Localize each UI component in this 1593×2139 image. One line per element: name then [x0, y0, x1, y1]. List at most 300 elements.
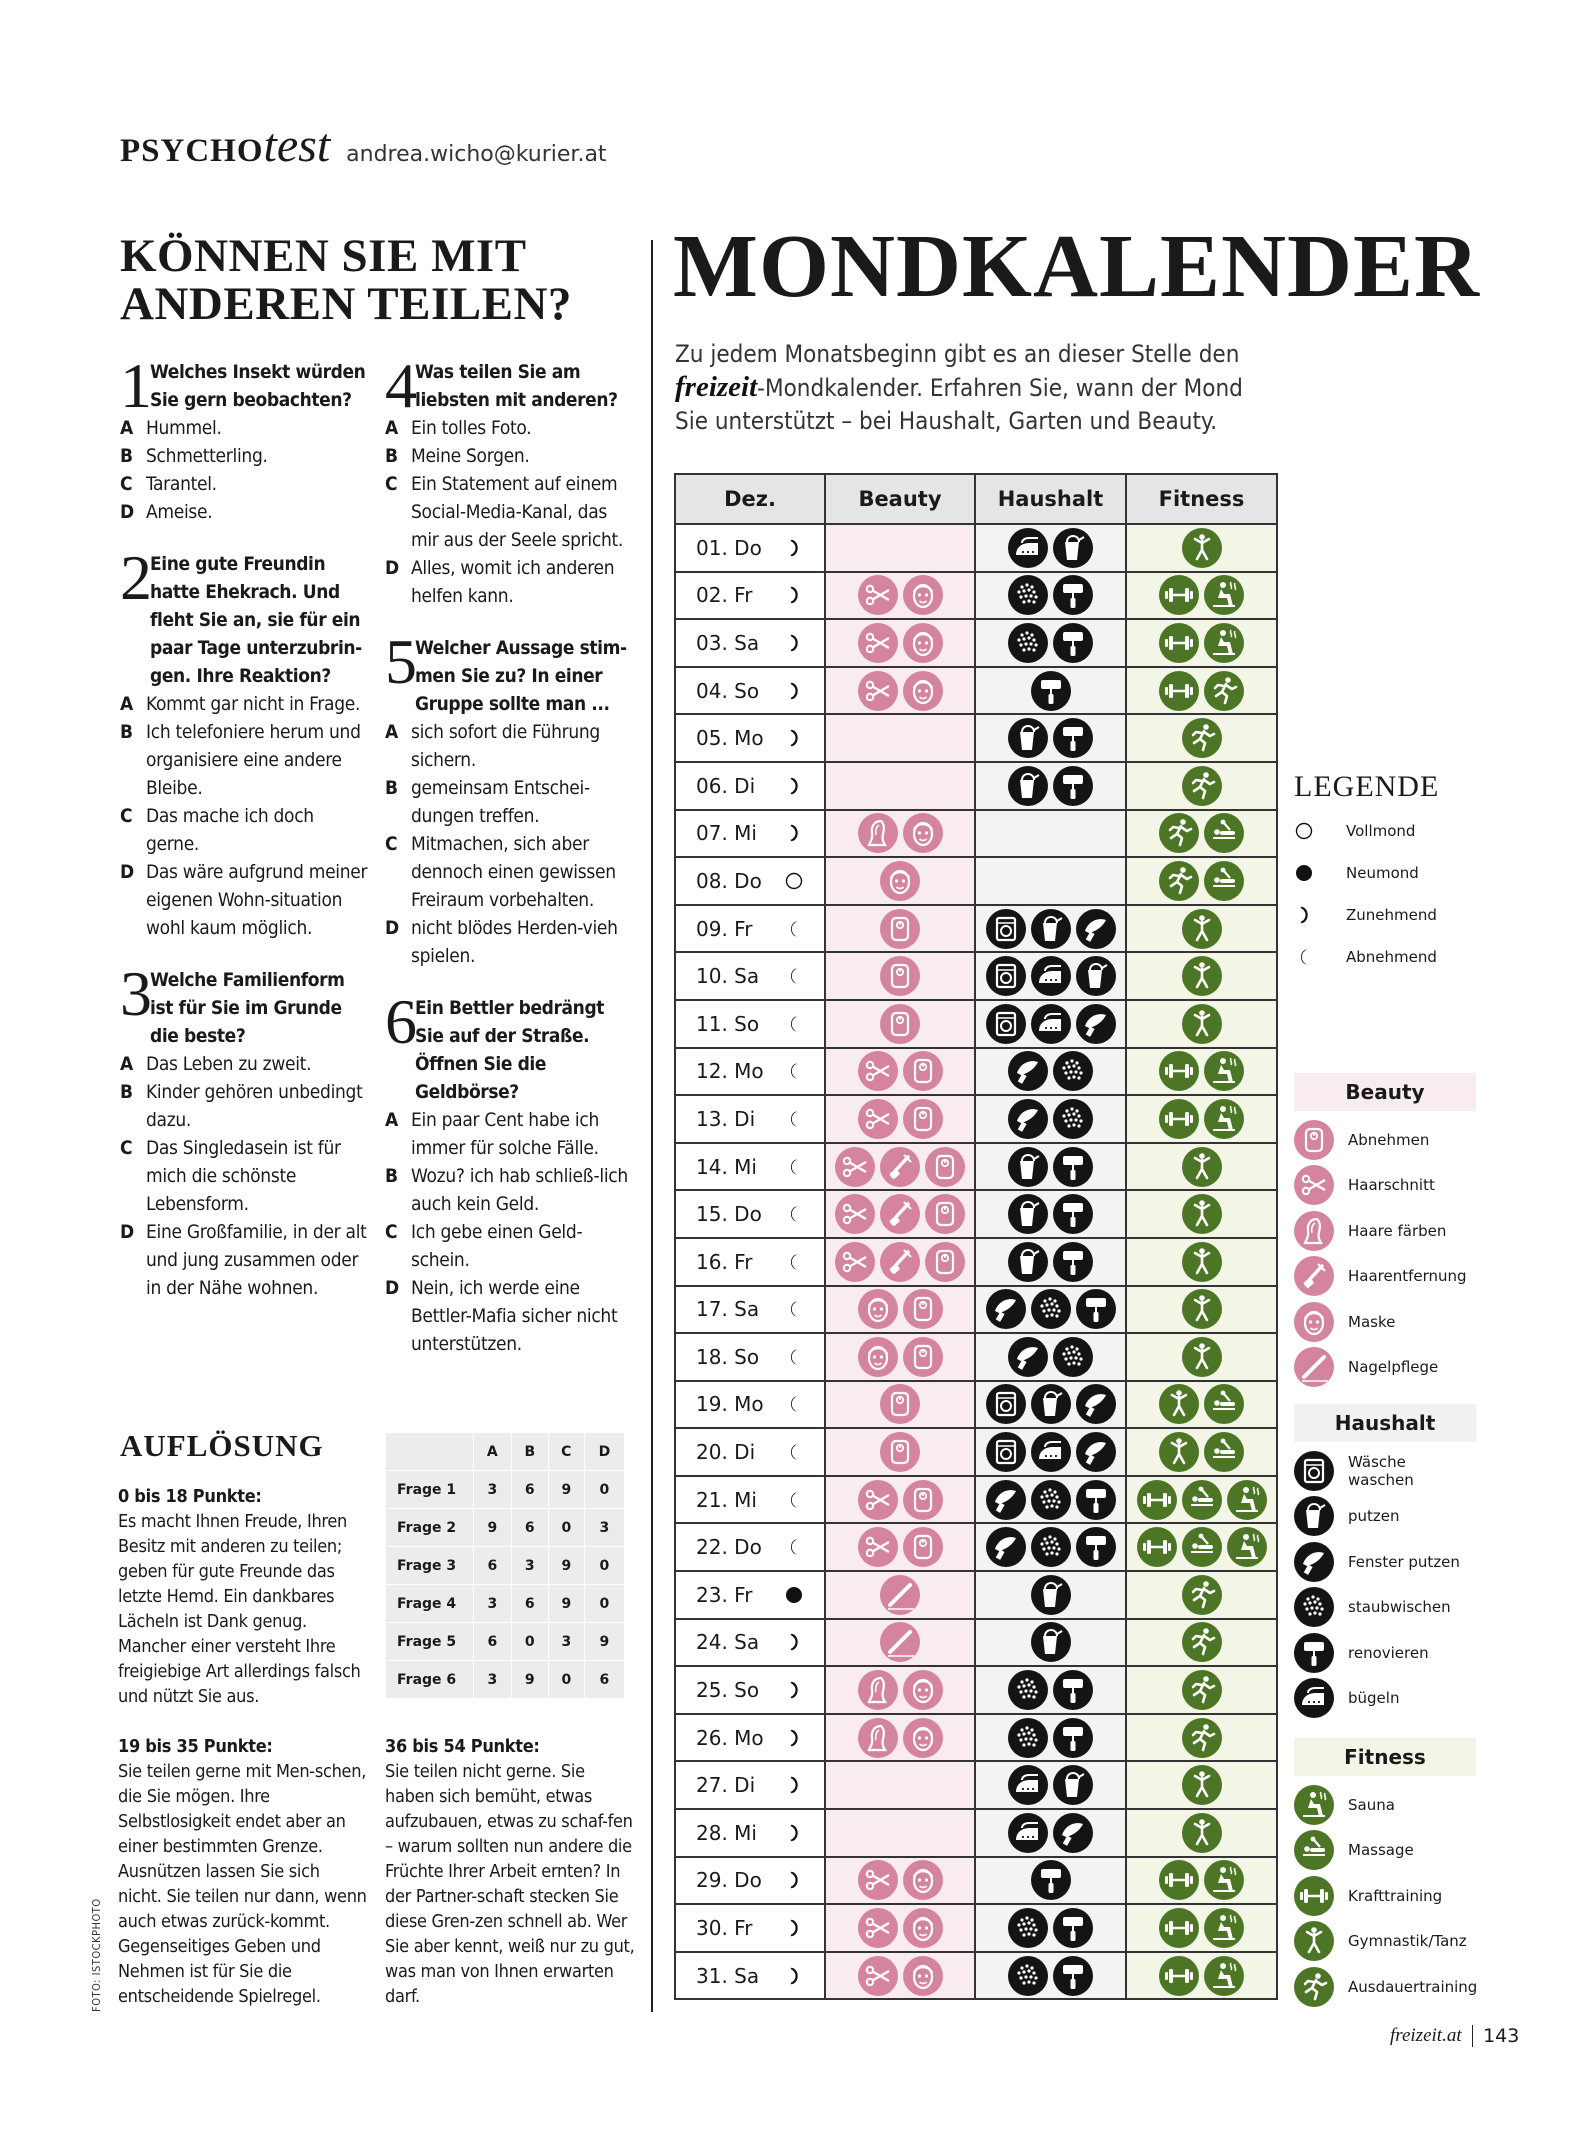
answer-option[interactable]	[385, 470, 635, 554]
answer-letter: D	[385, 917, 399, 939]
answer-text: Tarantel.	[146, 473, 217, 495]
score-value: 0	[584, 1585, 624, 1623]
calendar-haushalt-cell	[975, 1619, 1126, 1667]
score-row	[386, 1661, 625, 1699]
waesche-icon	[986, 1432, 1026, 1472]
answer-text: Kinder gehören unbedingt dazu.	[146, 1081, 363, 1131]
answer-option[interactable]	[120, 498, 370, 526]
gymnastik-icon	[1182, 1242, 1222, 1282]
fitness-icon-group	[1127, 1480, 1276, 1520]
calendar-haushalt-cell	[975, 1952, 1126, 2000]
calendar-haushalt-cell	[975, 905, 1126, 953]
sauna-icon	[1294, 1785, 1334, 1825]
haushalt-icon-group	[976, 1051, 1125, 1091]
nagelpflege-icon	[880, 1575, 920, 1615]
maske-icon	[903, 1860, 943, 1900]
legend-item-label: Nagelpflege	[1348, 1358, 1439, 1377]
calendar-column-header: Fitness	[1126, 474, 1277, 524]
footer-brand[interactable]: freizeit.at	[1390, 2025, 1462, 2046]
fenster-icon	[1076, 909, 1116, 949]
legend-group-title: Haushalt	[1294, 1404, 1476, 1442]
calendar-day-cell	[675, 667, 825, 715]
calendar-fitness-cell	[1126, 1000, 1277, 1048]
maske-icon	[903, 813, 943, 853]
answer-text: Mitmachen, sich aber dennoch einen gewissen Freiraum vorbehalten.	[411, 833, 616, 911]
answer-text: Hummel.	[146, 417, 222, 439]
nagelpflege-icon	[1294, 1347, 1334, 1387]
author-email[interactable]: andrea.wicho@kurier.at	[346, 142, 607, 167]
calendar-haushalt-cell	[975, 1666, 1126, 1714]
staubwischen-icon	[1053, 1099, 1093, 1139]
calendar-fitness-cell	[1126, 524, 1277, 572]
calendar-haushalt-cell	[975, 1523, 1126, 1571]
haushalt-icon-group	[976, 1384, 1125, 1424]
staubwischen-icon	[1008, 575, 1048, 615]
haushalt-icon-group	[976, 1147, 1125, 1187]
legend-item-label: Massage	[1348, 1841, 1414, 1860]
calendar-day-cell	[675, 1095, 825, 1143]
calendar-row	[675, 1048, 1277, 1096]
legend-item-label: Haarschnitt	[1348, 1176, 1435, 1195]
result-block	[118, 1484, 368, 1709]
beauty-icon-group	[826, 1575, 974, 1615]
abnehmend-moon-icon	[784, 1204, 804, 1224]
fitness-icon-group	[1127, 1956, 1276, 1996]
zunehmend-moon-icon	[784, 1680, 804, 1700]
score-value: 0	[511, 1623, 548, 1661]
score-table-corner	[386, 1433, 474, 1471]
krafttraining-icon	[1159, 1051, 1199, 1091]
fitness-icon-group	[1127, 1860, 1276, 1900]
putzen-icon	[1008, 766, 1048, 806]
calendar-row	[675, 1381, 1277, 1429]
haushalt-icon-group	[976, 956, 1125, 996]
calendar-fitness-cell	[1126, 714, 1277, 762]
day-label: 10. Sa	[696, 964, 760, 989]
score-value: 3	[474, 1585, 512, 1623]
score-value: 9	[474, 1509, 512, 1547]
calendar-fitness-cell	[1126, 857, 1277, 905]
calendar-day-cell	[675, 1952, 825, 2000]
legend-item-label: Wäsche waschen	[1348, 1452, 1414, 1489]
answer-option[interactable]	[120, 1078, 370, 1134]
legend-moon-item	[1294, 936, 1474, 978]
gymnastik-icon	[1159, 1432, 1199, 1472]
calendar-day-cell	[675, 1428, 825, 1476]
renovieren-icon	[1076, 1527, 1116, 1567]
haare-faerben-icon	[858, 1718, 898, 1758]
score-value: 0	[584, 1547, 624, 1585]
legend-moon-symbol	[1294, 947, 1346, 967]
score-value: 3	[548, 1623, 584, 1661]
renovieren-icon	[1053, 623, 1093, 663]
massage-icon	[1204, 1384, 1244, 1424]
renovieren-icon	[1053, 1194, 1093, 1234]
calendar-haushalt-cell	[975, 1428, 1126, 1476]
page-footer	[1390, 2025, 1519, 2047]
calendar-haushalt-cell	[975, 1904, 1126, 1952]
renovieren-icon	[1053, 718, 1093, 758]
day-label: 15. Do	[696, 1202, 762, 1227]
renovieren-icon	[1053, 1242, 1093, 1282]
calendar-haushalt-cell	[975, 1809, 1126, 1857]
footer-separator	[1472, 2025, 1474, 2047]
calendar-beauty-cell	[825, 1428, 975, 1476]
abnehmend-moon-icon	[784, 1252, 804, 1272]
putzen-icon	[1076, 956, 1116, 996]
quiz-title: KÖNNEN SIE MIT ANDEREN TEILEN?	[120, 230, 572, 330]
score-row	[386, 1585, 625, 1623]
question-text: Welches Insekt würden Sie gern beobachten?	[150, 361, 366, 411]
calendar-row	[675, 1000, 1277, 1048]
calendar-fitness-cell	[1126, 1571, 1277, 1619]
calendar-beauty-cell	[825, 1523, 975, 1571]
question-number: 1	[120, 350, 152, 421]
result-range: 36 bis 54 Punkte:	[385, 1736, 540, 1757]
waesche-icon	[986, 1384, 1026, 1424]
calendar-row	[675, 1286, 1277, 1334]
fitness-icon-group	[1127, 1813, 1276, 1853]
fitness-icon-group	[1127, 861, 1276, 901]
quiz-question	[120, 350, 370, 526]
answer-text: Ein Statement auf einem Social-Media-Kanal, das mir aus der Seele spricht.	[411, 473, 624, 551]
fitness-icon-group	[1127, 575, 1276, 615]
krafttraining-icon	[1294, 1876, 1334, 1916]
score-column-header: B	[511, 1433, 548, 1471]
abnehmen-icon	[903, 1527, 943, 1567]
answer-option[interactable]	[385, 1162, 635, 1218]
zunehmend-moon-icon	[784, 728, 804, 748]
question-number: 4	[385, 350, 417, 421]
moon-calendar-table	[674, 473, 1278, 2000]
legend-item	[1294, 1254, 1476, 1300]
renovieren-icon	[1076, 1289, 1116, 1329]
calendar-beauty-cell	[825, 857, 975, 905]
question-head	[120, 542, 370, 690]
score-value: 3	[511, 1547, 548, 1585]
haushalt-icon-group	[976, 1480, 1125, 1520]
calendar-row	[675, 1523, 1277, 1571]
zunehmend-moon-icon	[784, 1918, 804, 1938]
fitness-icon-group	[1127, 1384, 1276, 1424]
zunehmend-moon-icon	[784, 1728, 804, 1748]
putzen-icon	[1008, 1242, 1048, 1282]
buegeln-icon	[1008, 1813, 1048, 1853]
calendar-beauty-cell	[825, 1238, 975, 1286]
aufloesung-title	[120, 1428, 324, 1464]
calendar-haushalt-cell	[975, 1857, 1126, 1905]
answer-text: Das mache ich doch gerne.	[146, 805, 314, 855]
score-value: 9	[584, 1623, 624, 1661]
abnehmend-moon-icon	[784, 966, 804, 986]
calendar-haushalt-cell	[975, 810, 1126, 858]
answer-text: Nein, ich werde eine Bettler-Mafia sicher nicht unterstützen.	[411, 1277, 618, 1355]
calendar-fitness-cell	[1126, 1904, 1277, 1952]
answer-option[interactable]	[385, 442, 635, 470]
calendar-beauty-cell	[825, 1666, 975, 1714]
answer-option[interactable]	[120, 1218, 370, 1302]
answer-option[interactable]	[385, 830, 635, 914]
question-number: 6	[385, 986, 417, 1057]
abnehmen-icon	[880, 1384, 920, 1424]
haarschnitt-icon	[858, 623, 898, 663]
calendar-row	[675, 572, 1277, 620]
fitness-icon-group	[1127, 1575, 1276, 1615]
answer-option[interactable]	[385, 1106, 635, 1162]
gymnastik-icon	[1182, 1004, 1222, 1044]
calendar-row	[675, 524, 1277, 572]
calendar-haushalt-cell	[975, 714, 1126, 762]
fenster-icon	[1008, 1337, 1048, 1377]
haarschnitt-icon	[858, 1051, 898, 1091]
legend-item	[1294, 1345, 1476, 1391]
quiz-column-right	[385, 350, 635, 1382]
haarschnitt-icon	[858, 1099, 898, 1139]
score-value: 3	[584, 1509, 624, 1547]
legend-group-fitness	[1294, 1738, 1476, 2010]
haarentfernung-icon	[880, 1194, 920, 1234]
neumond-moon-icon	[784, 1585, 804, 1605]
abnehmend-moon-icon	[784, 1061, 804, 1081]
calendar-row	[675, 905, 1277, 953]
buegeln-icon	[1294, 1678, 1334, 1718]
answer-option[interactable]	[385, 414, 635, 442]
calendar-row	[675, 1857, 1277, 1905]
answer-option[interactable]	[120, 690, 370, 718]
calendar-fitness-cell	[1126, 1666, 1277, 1714]
calendar-haushalt-cell	[975, 572, 1126, 620]
answer-option[interactable]	[385, 554, 635, 610]
answer-text: Kommt gar nicht in Frage.	[146, 693, 361, 715]
quiz-question	[120, 542, 370, 942]
score-column-header: A	[474, 1433, 512, 1471]
krafttraining-icon	[1159, 623, 1199, 663]
beauty-icon-group	[826, 813, 974, 853]
legend-item-label: Haare färben	[1348, 1221, 1447, 1240]
sauna-icon	[1204, 1956, 1244, 1996]
abnehmend-moon-icon	[784, 1157, 804, 1177]
vollmond-moon-icon	[784, 871, 804, 891]
beauty-icon-group	[826, 861, 974, 901]
abnehmen-icon	[903, 1480, 943, 1520]
fitness-icon-group	[1127, 1289, 1276, 1329]
fenster-icon	[1053, 1813, 1093, 1853]
haarschnitt-icon	[835, 1194, 875, 1234]
haushalt-icon-group	[976, 671, 1125, 711]
fitness-icon-group	[1127, 1194, 1276, 1234]
maske-icon	[1294, 1302, 1334, 1342]
answer-option[interactable]	[385, 1274, 635, 1358]
haarschnitt-icon	[835, 1147, 875, 1187]
calendar-fitness-cell	[1126, 619, 1277, 667]
calendar-day-cell	[675, 1000, 825, 1048]
quiz-question	[120, 958, 370, 1302]
fitness-icon-group	[1127, 1718, 1276, 1758]
answer-letter: B	[385, 777, 398, 799]
haushalt-icon-group	[976, 575, 1125, 615]
haushalt-icon-group	[976, 1289, 1125, 1329]
calendar-day-cell	[675, 714, 825, 762]
answer-option[interactable]	[120, 858, 370, 942]
beauty-icon-group	[826, 1242, 974, 1282]
calendar-haushalt-cell	[975, 1571, 1126, 1619]
beauty-icon-group	[826, 1718, 974, 1758]
haarschnitt-icon	[858, 1956, 898, 1996]
answer-option[interactable]	[120, 442, 370, 470]
abnehmen-icon	[880, 956, 920, 996]
legend-item	[1294, 1163, 1476, 1209]
haushalt-icon-group	[976, 909, 1125, 949]
nagelpflege-icon	[880, 1622, 920, 1662]
abnehmend-moon-icon	[784, 1299, 804, 1319]
beauty-icon-group	[826, 909, 974, 949]
result-range: 0 bis 18 Punkte:	[118, 1486, 262, 1507]
answer-option[interactable]	[120, 470, 370, 498]
fenster-icon	[1294, 1542, 1334, 1582]
question-head	[120, 350, 370, 421]
answer-option[interactable]	[120, 414, 370, 442]
calendar-beauty-cell	[825, 1190, 975, 1238]
sauna-icon	[1204, 623, 1244, 663]
maske-icon	[903, 671, 943, 711]
calendar-beauty-cell	[825, 1809, 975, 1857]
answer-option[interactable]	[120, 718, 370, 802]
answer-option[interactable]	[385, 914, 635, 970]
calendar-fitness-cell	[1126, 572, 1277, 620]
legend-item-label: Krafttraining	[1348, 1886, 1443, 1905]
waesche-icon	[986, 909, 1026, 949]
calendar-beauty-cell	[825, 1952, 975, 2000]
maske-icon	[858, 1289, 898, 1329]
legend-moon-symbol	[1294, 905, 1346, 925]
calendar-beauty-cell	[825, 1333, 975, 1381]
fenster-icon	[986, 1527, 1026, 1567]
maske-icon	[880, 861, 920, 901]
calendar-haushalt-cell	[975, 952, 1126, 1000]
gymnastik-icon	[1182, 528, 1222, 568]
score-row-label: Frage 2	[386, 1509, 474, 1547]
putzen-icon	[1008, 1194, 1048, 1234]
score-column-header: D	[584, 1433, 624, 1471]
day-label: 14. Mi	[696, 1154, 757, 1179]
renovieren-icon	[1031, 1860, 1071, 1900]
answer-letter: A	[385, 1109, 398, 1131]
putzen-icon	[1031, 1575, 1071, 1615]
score-value: 3	[474, 1661, 512, 1699]
fitness-icon-group	[1127, 1908, 1276, 1948]
question-head	[385, 626, 635, 718]
calendar-fitness-cell	[1126, 1476, 1277, 1524]
zunehmend-moon-icon	[784, 1823, 804, 1843]
answer-letter: A	[120, 693, 133, 715]
calendar-beauty-cell	[825, 1048, 975, 1096]
answer-option[interactable]	[120, 1050, 370, 1078]
calendar-day-cell	[675, 1619, 825, 1667]
question-number: 3	[120, 958, 152, 1029]
day-label: 22. Do	[696, 1535, 762, 1560]
krafttraining-icon	[1159, 1908, 1199, 1948]
answer-letter: B	[120, 1081, 133, 1103]
calendar-day-cell	[675, 952, 825, 1000]
haushalt-icon-group	[976, 623, 1125, 663]
answer-text: gemeinsam Entschei-dungen treffen.	[411, 777, 590, 827]
abnehmen-icon	[903, 1289, 943, 1329]
staubwischen-icon	[1008, 1956, 1048, 1996]
fitness-icon-group	[1127, 1147, 1276, 1187]
calendar-haushalt-cell	[975, 1143, 1126, 1191]
fitness-icon-group	[1127, 813, 1276, 853]
answer-option[interactable]	[120, 802, 370, 858]
beauty-icon-group	[826, 1480, 974, 1520]
answer-option[interactable]	[385, 1218, 635, 1274]
question-number: 5	[385, 626, 417, 697]
answer-option[interactable]	[120, 1134, 370, 1218]
question-head	[385, 350, 635, 421]
beauty-icon-group	[826, 1194, 974, 1234]
column-divider	[651, 240, 653, 2012]
renovieren-icon	[1053, 1718, 1093, 1758]
legend-item	[1294, 1828, 1476, 1874]
zunehmend-moon-icon	[784, 776, 804, 796]
haushalt-icon-group	[976, 1908, 1125, 1948]
haushalt-icon-group	[976, 1813, 1125, 1853]
legend-item	[1294, 1585, 1476, 1631]
ausdauertraining-icon	[1182, 1575, 1222, 1615]
answer-option[interactable]	[385, 718, 635, 774]
legend-group-haushalt	[1294, 1404, 1476, 1721]
calendar-day-cell	[675, 762, 825, 810]
answer-option[interactable]	[385, 774, 635, 830]
score-value: 0	[584, 1471, 624, 1509]
score-row-label: Frage 5	[386, 1623, 474, 1661]
calendar-haushalt-cell	[975, 1000, 1126, 1048]
score-table-header	[386, 1433, 625, 1471]
intro-part: -Mondkalender. Erfahren Sie, wann der Mond Sie unterstützt – bei Haushalt, Garten und Beauty.	[675, 374, 1243, 435]
calendar-beauty-cell	[825, 762, 975, 810]
day-label: 31. Sa	[696, 1963, 760, 1988]
question-head	[385, 986, 635, 1106]
score-row-label: Frage 1	[386, 1471, 474, 1509]
haarschnitt-icon	[835, 1242, 875, 1282]
day-label: 23. Fr	[696, 1582, 753, 1607]
calendar-day-cell	[675, 572, 825, 620]
day-label: 03. Sa	[696, 630, 760, 655]
calendar-row	[675, 1095, 1277, 1143]
brand-test: test	[263, 119, 331, 172]
answer-text: Ich gebe einen Geld-schein.	[411, 1221, 583, 1271]
abnehmen-icon	[925, 1242, 965, 1282]
staubwischen-icon	[1031, 1289, 1071, 1329]
beauty-icon-group	[826, 671, 974, 711]
fenster-icon	[1008, 1099, 1048, 1139]
ausdauertraining-icon	[1182, 766, 1222, 806]
haushalt-icon-group	[976, 1765, 1125, 1805]
renovieren-icon	[1031, 671, 1071, 711]
massage-icon	[1182, 1527, 1222, 1567]
score-value: 9	[548, 1585, 584, 1623]
answer-text: Wozu? ich hab schließ-lich auch kein Geld.	[411, 1165, 628, 1215]
quiz-question	[385, 350, 635, 610]
fitness-icon-group	[1127, 1670, 1276, 1710]
legend-item	[1294, 1299, 1476, 1345]
fitness-icon-group	[1127, 718, 1276, 758]
calendar-day-cell	[675, 1238, 825, 1286]
calendar-beauty-cell	[825, 1761, 975, 1809]
calendar-day-cell	[675, 1666, 825, 1714]
score-value: 0	[548, 1661, 584, 1699]
score-row	[386, 1509, 625, 1547]
score-row-label: Frage 3	[386, 1547, 474, 1585]
